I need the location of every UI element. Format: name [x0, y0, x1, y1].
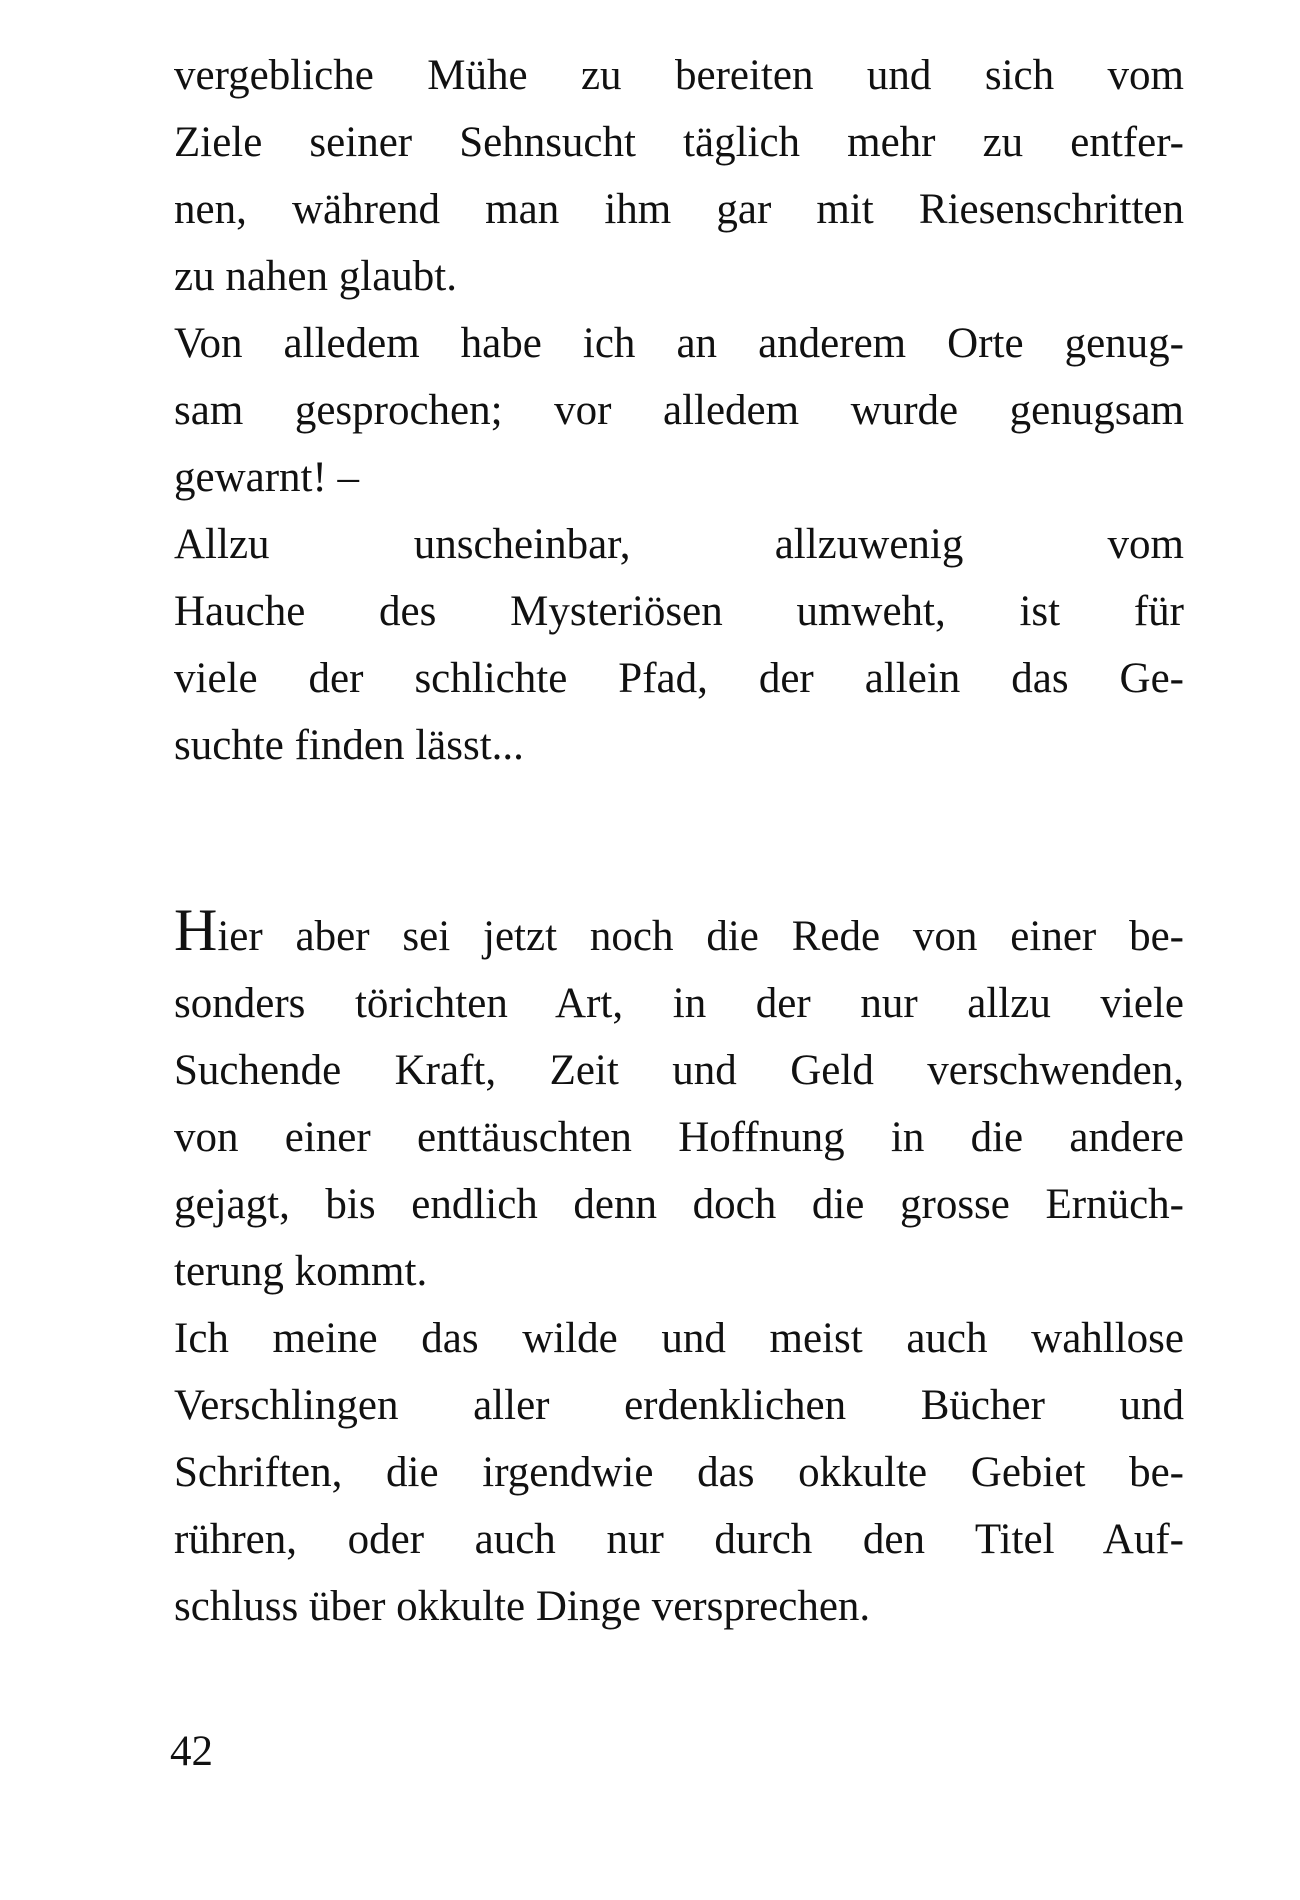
text-line: Von alledem habe ich an anderem Orte genug- — [174, 320, 1184, 367]
text-line: terung kommt. — [174, 1248, 428, 1295]
text-line: sam gesprochen; vor alledem wurde genugsam — [174, 387, 1184, 434]
text-block-top — [174, 42, 1184, 779]
text-line-rest: ier aber sei jetzt noch die Rede von einer be- — [217, 913, 1184, 960]
text-line: schluss über okkulte Dinge versprechen. — [174, 1583, 871, 1630]
text-line: von einer enttäuschten Hoffnung in die andere — [174, 1114, 1184, 1161]
text-line: rühren, oder auch nur durch den Titel Auf- — [174, 1516, 1184, 1563]
text-line: Verschlingen aller erdenklichen Bücher und — [174, 1382, 1184, 1429]
text-line: Allzu unscheinbar, allzuwenig vom — [174, 521, 1184, 568]
text-line: viele der schlichte Pfad, der allein das Ge- — [174, 655, 1184, 702]
text-line-with-dropcap — [174, 897, 1184, 970]
text-line: nen, während man ihm gar mit Riesenschritten — [174, 186, 1184, 233]
text-line: zu nahen glaubt. — [174, 253, 457, 300]
text-line: Schriften, die irgendwie das okkulte Gebiet be- — [174, 1449, 1184, 1496]
text-line: suchte finden lässt... — [174, 722, 524, 769]
text-block-bottom — [174, 897, 1184, 1640]
text-line: sonders törichten Art, in der nur allzu viele — [174, 980, 1184, 1027]
text-line: vergebliche Mühe zu bereiten und sich vom — [174, 52, 1184, 99]
dropcap-letter: H — [174, 897, 218, 963]
text-line: gewarnt! – — [174, 454, 360, 501]
page-number: 42 — [170, 1728, 213, 1775]
text-line: gejagt, bis endlich denn doch die grosse Ernüch- — [174, 1181, 1184, 1228]
text-line: Ich meine das wilde und meist auch wahllose — [174, 1315, 1184, 1362]
text-line: Ziele seiner Sehnsucht täglich mehr zu entfer- — [174, 119, 1184, 166]
text-line: Hauche des Mysteriösen umweht, ist für — [174, 588, 1184, 635]
text-line: Suchende Kraft, Zeit und Geld verschwenden, — [174, 1047, 1184, 1094]
